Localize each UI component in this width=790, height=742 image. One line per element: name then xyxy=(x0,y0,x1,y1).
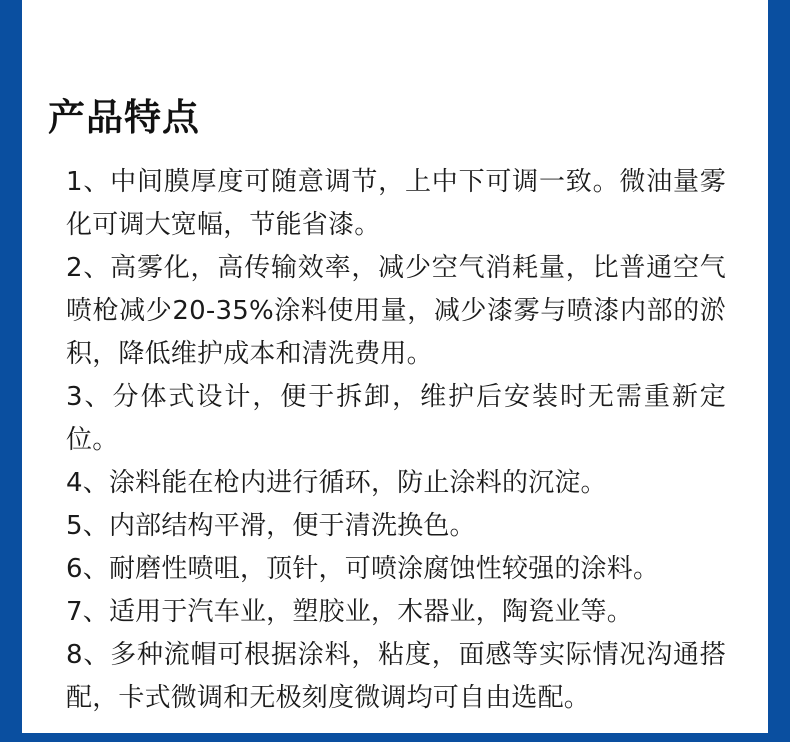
content-panel xyxy=(22,0,768,733)
feature-item-8: 8、多种流帽可根据涂料，粘度，面感等实际情况沟通搭配，卡式微调和无极刻度微调均可自由选配。 xyxy=(66,640,726,713)
feature-item-3: 3、分体式设计，便于拆卸，维护后安装时无需重新定位。 xyxy=(66,382,726,455)
feature-item-1: 1、中间膜厚度可随意调节，上中下可调一致。微油量雾化可调大宽幅，节能省漆。 xyxy=(66,167,726,240)
feature-item-6: 6、耐磨性喷咀，顶针，可喷涂腐蚀性较强的涂料。 xyxy=(66,554,660,584)
feature-item-7: 7、适用于汽车业，塑胶业，木器业，陶瓷业等。 xyxy=(66,597,633,627)
feature-list xyxy=(66,161,726,720)
feature-item-4: 4、涂料能在枪内进行循环，防止涂料的沉淀。 xyxy=(66,468,607,498)
feature-item-2: 2、高雾化，高传输效率，减少空气消耗量，比普通空气喷枪减少20-35%涂料使用量，减少漆雾与喷漆内部的淤积，降低维护成本和清洗费用。 xyxy=(66,253,726,369)
section-title: 产品特点 xyxy=(48,96,200,139)
feature-item-5: 5、内部结构平滑，便于清洗换色。 xyxy=(66,511,476,541)
